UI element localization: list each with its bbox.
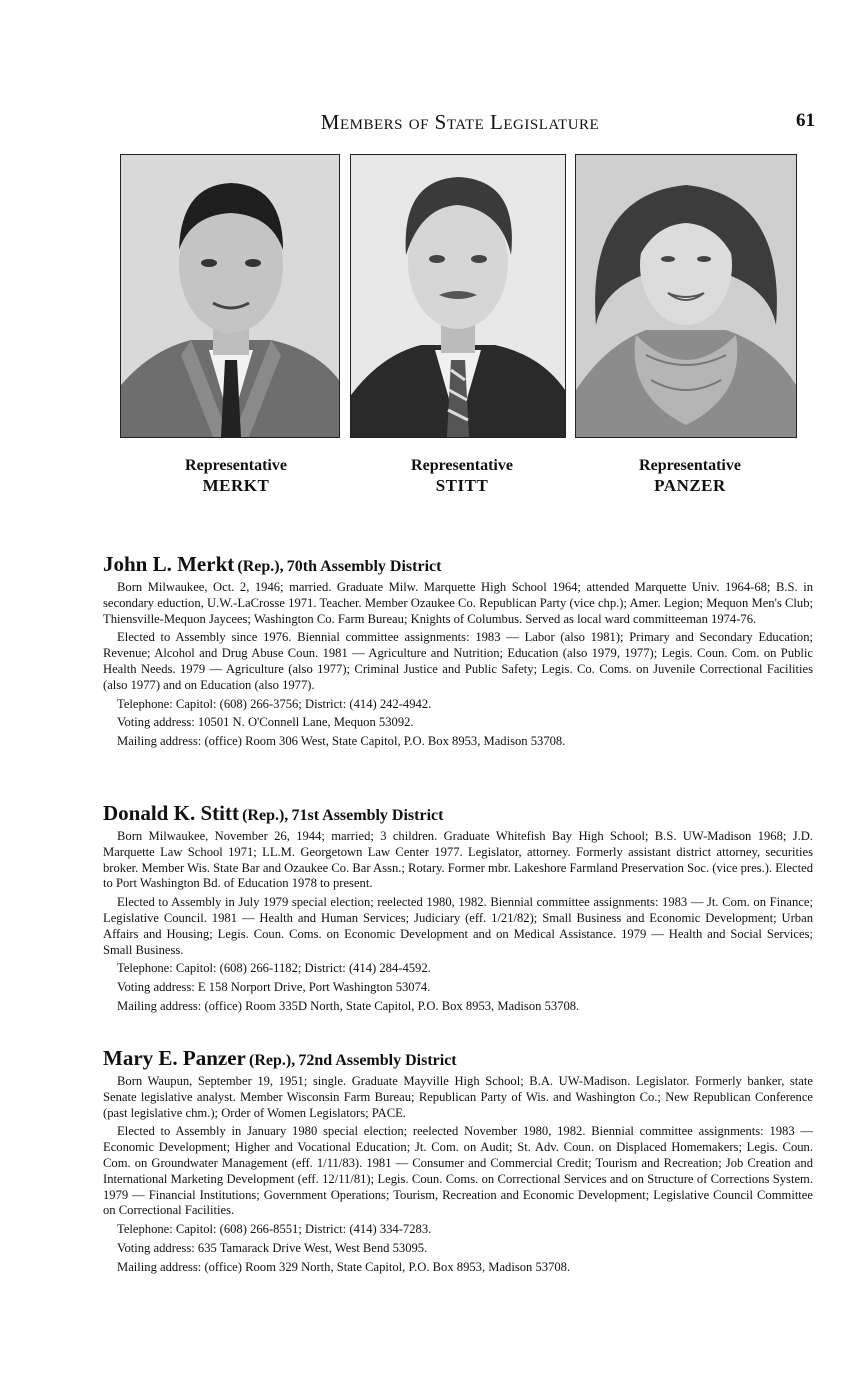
portrait-stitt [350, 154, 566, 438]
caption-panzer [580, 456, 800, 496]
member-district: 72nd Assembly District [298, 1052, 457, 1069]
member-name: Mary E. Panzer [103, 1046, 246, 1070]
bio-voting-address: Voting address: 635 Tamarack Drive West, West Bend 53095. [117, 1240, 428, 1255]
member-party: (Rep.), [237, 558, 284, 575]
member-district: 70th Assembly District [286, 558, 442, 575]
member-heading [103, 553, 813, 578]
member-heading [103, 1047, 813, 1072]
portrait-man-mustache-icon [351, 155, 565, 437]
page-number: 61 [796, 110, 815, 131]
page-title: Members of State Legislature [320, 110, 600, 134]
member-name: Donald K. Stitt [103, 801, 239, 825]
bio-committees: Elected to Assembly in January 1980 special election; reelected November 1980, 1982. Biennial committee assignments: 1983 — Economic Development; Higher and Vocational Education; Jt. Com. on Audit; St. Adv. Coun. on Displaced Homemakers; Legis. Coun. Com. on Groundwater Management (eff. 1/11/83). 1981 — Consumer and Commercial Credit; Tourism and Recreation; Job Creation and International Marketing Development (eff. 12/11/81); Legis. Coun. Coms. on Correctional Services and on Structure of Corrections System. 1979 — Financial Institutions; Government Operations; Tourism, Recreation and Economic Development; Legislative Council Committee on Correctional Facilities. [103, 1124, 813, 1218]
caption-surname: PANZER [654, 476, 726, 495]
bio-telephone: Telephone: Capitol: (608) 266-1182; District: (414) 284-4592. [117, 961, 431, 976]
member-party: (Rep.), [249, 1052, 296, 1069]
caption-surname: MERKT [202, 476, 270, 495]
bio-committees: Elected to Assembly in July 1979 special election; reelected 1980, 1982. Biennial committee assignments: 1983 — Jt. Com. on Finance; Legislative Council. 1981 — Health and Human Services; Judiciary (eff. 1/21/82); Small Business and Economic Development; Urban Affairs and Housing; Legis. Coun. Coms. on Economic Development and on Medical Assistance. 1979 — Health and Social Services; Small Business. [103, 895, 813, 957]
bio-mailing-address: Mailing address: (office) Room 335D North, State Capitol, P.O. Box 8953, Madison 53708. [117, 998, 580, 1013]
bio-telephone: Telephone: Capitol: (608) 266-8551; District: (414) 334-7283. [117, 1222, 432, 1237]
member-bio-merkt [103, 553, 813, 753]
member-district: 71st Assembly District [291, 807, 444, 824]
bio-background: Born Milwaukee, November 26, 1944; married; 3 children. Graduate Whitefish Bay High School; B.S. UW-Madison 1968; J.D. Marquette Law School 1971; LL.M. Georgetown Law Center 1977. Legislator, attorney. Formerly assistant district attorney, securities broker. Member Wis. State Bar and Ozaukee Co. Bar Assn.; Rotary. Former mbr. Lakeshore Farmland Preservation Soc. (vice pres.). Elected to Port Washington Bd. of Education 1978 to present. [103, 829, 813, 891]
member-party: (Rep.), [242, 807, 289, 824]
caption-merkt [126, 456, 346, 496]
caption-surname: STITT [435, 476, 489, 495]
bio-mailing-address: Mailing address: (office) Room 329 North, State Capitol, P.O. Box 8953, Madison 53708. [117, 1259, 571, 1274]
portrait-man-suit-icon [121, 155, 339, 437]
member-bio-panzer [103, 1047, 813, 1279]
caption-title: Representative [411, 457, 513, 474]
bio-background: Born Waupun, September 19, 1951; single. Graduate Mayville High School; B.A. UW-Madison. Legislator. Formerly banker, state Senate legislative analyst. Member Wisconsin Farm Bureau; Republican Party of Wis. and Washington Co.; New Republican Conference (past legislative chm.); Order of Women Legislators; PACE. [103, 1074, 813, 1120]
bio-committees: Elected to Assembly since 1976. Biennial committee assignments: 1983 — Labor (also 1981); Primary and Secondary Education; Revenue; Alcohol and Drug Abuse Coun. 1981 — Agriculture and Nutrition; Education (also 1979, 1977); Legis. Coun. Com. on Public Health Needs. 1979 — Agriculture (also 1977); Criminal Justice and Public Safety; Legis. Co. Coms. on Juvenile Correctional Facilities (also 1977) and on Education (also 1977). [103, 630, 813, 692]
bio-telephone: Telephone: Capitol: (608) 266-3756; District: (414) 242-4942. [117, 696, 432, 711]
bio-mailing-address: Mailing address: (office) Room 306 West, State Capitol, P.O. Box 8953, Madison 53708. [117, 734, 566, 749]
bio-voting-address: Voting address: 10501 N. O'Connell Lane, Mequon 53092. [117, 715, 414, 730]
member-heading [103, 802, 813, 827]
portrait-merkt [120, 154, 340, 438]
member-bio-stitt [103, 802, 813, 1018]
bio-voting-address: Voting address: E 158 Norport Drive, Port Washington 53074. [117, 980, 431, 995]
bio-background: Born Milwaukee, Oct. 2, 1946; married. Graduate Milw. Marquette High School 1964; attended Marquette Univ. 1964-68; B.S. in secondary eduction, U.W.-LaCrosse 1971. Teacher. Member Ozaukee Co. Republican Party (vice chp.); Amer. Legion; Mequon Men's Club; Thiensville-Mequon Jaycees; Washington Co. Farm Bureau; Knights of Columbus. Served as local ward committeeman 1974-76. [103, 580, 813, 626]
caption-title: Representative [639, 457, 741, 474]
caption-title: Representative [185, 457, 287, 474]
portrait-panzer [575, 154, 797, 438]
member-name: John L. Merkt [103, 552, 235, 576]
caption-stitt [352, 456, 572, 496]
portrait-woman-scarf-icon [576, 155, 796, 437]
